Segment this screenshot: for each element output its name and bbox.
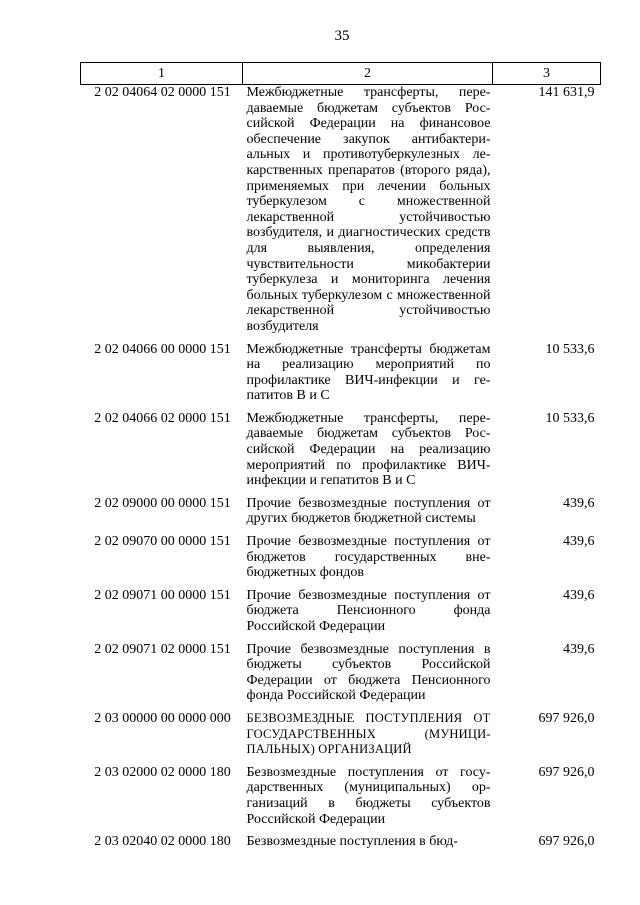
- amount-cell: 10 533,6: [545, 341, 595, 357]
- budget-code-cell: 2 02 04066 02 0000 151: [94, 410, 231, 426]
- description-cell: Безвозмездные поступления в бюд-: [246, 834, 458, 850]
- amount-cell: 439,6: [563, 495, 595, 511]
- budget-code-cell: 2 03 00000 00 0000 000: [94, 710, 231, 726]
- table-row: [81, 758, 601, 827]
- amount-cell: 439,6: [563, 587, 595, 603]
- table-header: [81, 63, 601, 85]
- amount-cell: 141 631,9: [538, 85, 595, 100]
- budget-code-cell: 2 02 09070 00 0000 151: [94, 534, 231, 550]
- table-row: [81, 335, 601, 404]
- budget-code-cell: 2 02 04064 02 0000 151: [94, 85, 231, 100]
- budget-code-cell: 2 02 09071 02 0000 151: [94, 641, 231, 657]
- description-cell: Прочие безвозмездные поступления от других бюджетов бюджетной системы: [246, 495, 491, 527]
- table-body: [81, 85, 601, 850]
- amount-cell: 697 926,0: [538, 834, 595, 850]
- column-header-1: 1: [81, 63, 243, 85]
- page-number: 35: [334, 28, 350, 44]
- budget-code-cell: 2 03 02040 02 0000 180: [94, 834, 231, 850]
- description-cell: Прочие безвозмездные поступления от бюджетов государственных внебюджетных фондов: [246, 534, 491, 581]
- table-row: [81, 581, 601, 635]
- table-row: [81, 489, 601, 527]
- amount-cell: 697 926,0: [538, 710, 595, 726]
- budget-code-cell: 2 02 04066 00 0000 151: [94, 341, 231, 357]
- budget-code-cell: 2 03 02000 02 0000 180: [94, 764, 231, 780]
- table-row: [81, 704, 601, 758]
- description-cell: Прочие безвозмездные поступления от бюджета Пенсионного фонда Российской Федерации: [246, 587, 491, 634]
- column-header-3: 3: [493, 63, 601, 85]
- table-row: [81, 404, 601, 489]
- table-row: [81, 635, 601, 704]
- amount-cell: 439,6: [563, 641, 595, 657]
- table-row: [81, 527, 601, 581]
- description-cell: Межбюджетные трансферты, передаваемые бюджетам субъектов Российской Федерации на реализацию мероприятий по профилактике ВИЧ-инфекции и гепатитов В и С: [246, 410, 491, 489]
- table-row: [81, 827, 601, 850]
- description-cell: Межбюджетные трансферты бюджетам на реализацию мероприятий по профилактике ВИЧ-инфекции и гепатитов В и С: [246, 341, 491, 404]
- budget-revenue-table: [80, 62, 601, 850]
- description-cell: БЕЗВОЗМЕЗДНЫЕ ПОСТУПЛЕНИЯ ОТ ГОСУДАРСТВЕННЫХ (МУНИЦИПАЛЬНЫХ) ОРГАНИЗАЦИЙ: [246, 710, 491, 757]
- column-header-2: 2: [243, 63, 493, 85]
- description-cell: Прочие безвозмездные поступления в бюджеты субъектов Российской Федерации от бюджета Пенсионного фонда Российской Федерации: [246, 641, 491, 704]
- amount-cell: 10 533,6: [545, 410, 595, 426]
- budget-code-cell: 2 02 09000 00 0000 151: [94, 495, 231, 511]
- budget-code-cell: 2 02 09071 00 0000 151: [94, 587, 231, 603]
- table-row: [81, 85, 601, 335]
- amount-cell: 439,6: [563, 534, 595, 550]
- description-cell: Безвозмездные поступления от государственных (муниципальных) организаций в бюджеты субъектов Российской Федерации: [246, 764, 491, 827]
- amount-cell: 697 926,0: [538, 764, 595, 780]
- description-cell: Межбюджетные трансферты, передаваемые бюджетам субъектов Российской Федерации на финансовое обеспечение закупок антибактериальных и противотуберкулезных лекарственных препаратов (второго ряда), применяемых при лечении больных туберкулезом с множественной лекарственной устойчивостью возбудителя, и диагностических средств для выявления, определения чувствительности микобактерии туберкулеза и мониторинга лечения больных туберкулезом с множественной лекарственной устойчивостью возбудителя: [246, 85, 491, 334]
- table-header-row: [81, 63, 601, 85]
